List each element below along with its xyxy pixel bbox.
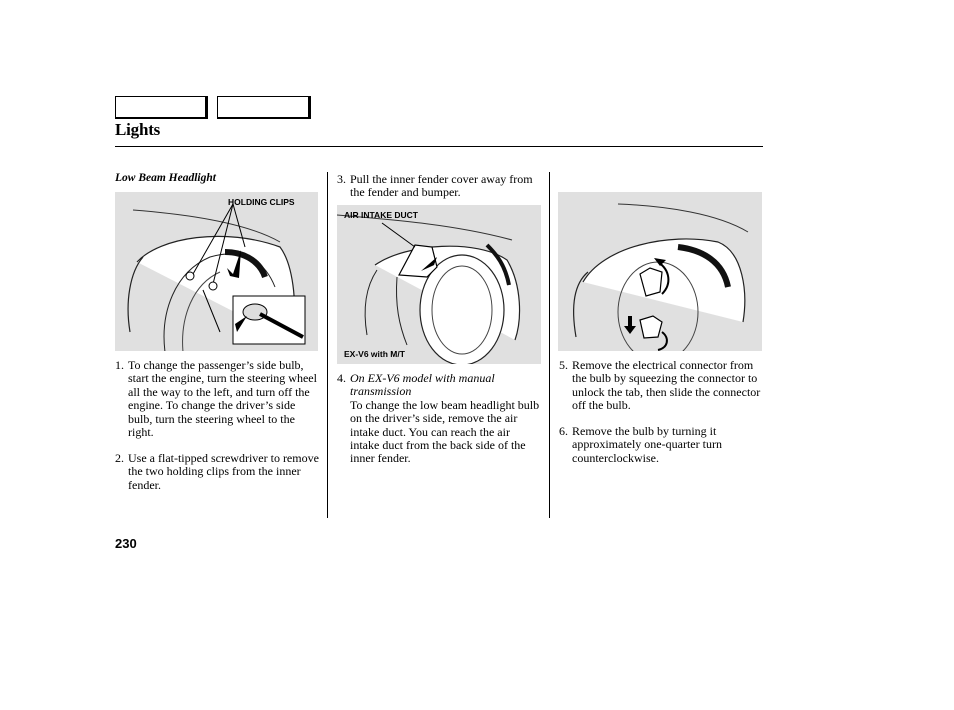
step-3-number: 3. — [337, 172, 346, 186]
section-heading: Low Beam Headlight — [115, 172, 216, 184]
step-4-text: To change the low beam headlight bulb on the driver’s side, remove the air intake duct. You can reach the air intake duct from the back side of the inner fender. — [350, 397, 540, 466]
bulb-connector-figure — [558, 192, 762, 351]
holding-clips-label: HOLDING CLIPS — [228, 197, 295, 207]
step-5 — [559, 359, 764, 413]
column-divider-2 — [549, 172, 550, 518]
step-1-number: 1. — [115, 358, 124, 372]
step-1 — [115, 359, 320, 439]
column-divider-1 — [327, 172, 328, 518]
page-title: Lights — [115, 120, 161, 139]
nav-button-2[interactable] — [217, 96, 311, 119]
fender-clips-illustration — [115, 192, 318, 351]
step-2-text: Use a flat-tipped screwdriver to remove the two holding clips from the inner fender. — [128, 451, 319, 492]
step-1-text: To change the passenger’s side bulb, start the engine, turn the steering wheel all the way to the left, and turn off the engine. To change the driver’s side bulb, turn the steering wheel to the right. — [128, 358, 317, 440]
step-4 — [337, 372, 542, 466]
step-6 — [559, 425, 764, 465]
step-2-number: 2. — [115, 451, 124, 465]
step-6-number: 6. — [559, 424, 568, 438]
step-4-condition: On EX-V6 model with manual transmission — [350, 371, 495, 399]
air-intake-duct-figure — [337, 205, 541, 364]
step-3-text: Pull the inner fender cover away from the fender and bumper. — [350, 172, 533, 200]
nav-button-1[interactable] — [115, 96, 208, 119]
step-5-text: Remove the electrical connector from the bulb by squeezing the connector to unlock the tab, then slide the connector off the bulb. — [572, 358, 761, 413]
air-intake-duct-label: AIR INTAKE DUCT — [344, 210, 418, 220]
air-intake-illustration — [337, 205, 541, 364]
step-2 — [115, 452, 320, 492]
ex-v6-label: EX-V6 with M/T — [344, 349, 405, 359]
title-divider — [115, 146, 763, 147]
step-6-text: Remove the bulb by turning it approximately one-quarter turn counterclockwise. — [572, 424, 722, 465]
step-5-number: 5. — [559, 358, 568, 372]
bulb-connector-illustration — [558, 192, 762, 351]
page-number: 230 — [115, 536, 137, 551]
step-3 — [337, 173, 542, 200]
holding-clips-figure — [115, 192, 318, 351]
step-4-number: 4. — [337, 371, 346, 385]
